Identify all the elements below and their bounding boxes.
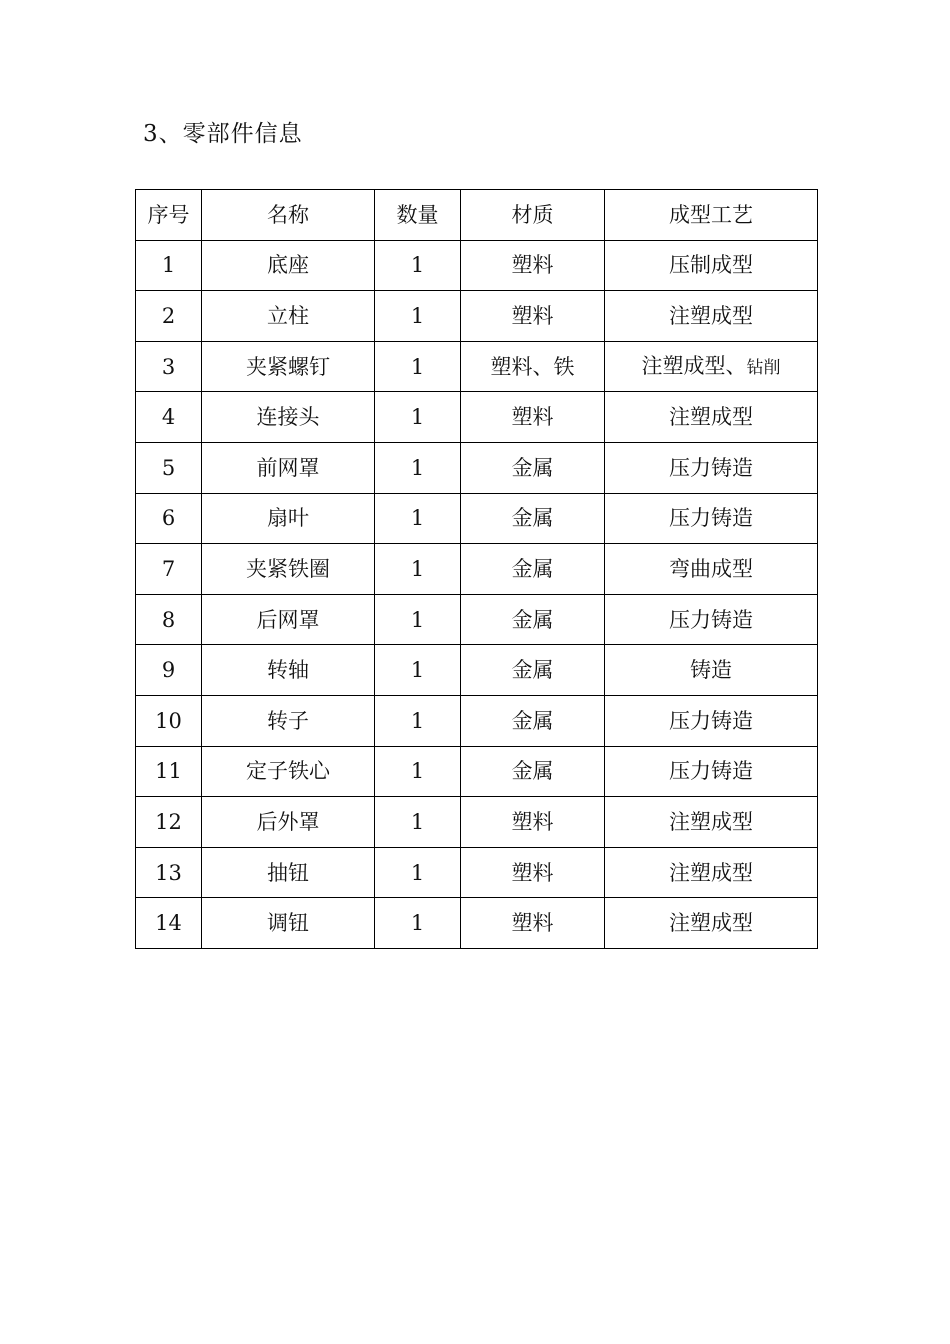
cell-name: 立柱 bbox=[202, 291, 375, 342]
cell-no: 3 bbox=[136, 341, 202, 392]
cell-process bbox=[605, 898, 818, 949]
cell-process bbox=[605, 240, 818, 291]
process-text: 注塑成型 bbox=[669, 809, 753, 834]
cell-material: 塑料 bbox=[461, 847, 605, 898]
cell-qty: 1 bbox=[375, 544, 461, 595]
cell-material: 金属 bbox=[461, 442, 605, 493]
cell-no: 12 bbox=[136, 797, 202, 848]
cell-name: 转子 bbox=[202, 695, 375, 746]
cell-material: 金属 bbox=[461, 594, 605, 645]
process-text: 压力铸造 bbox=[669, 708, 753, 733]
cell-material: 塑料 bbox=[461, 392, 605, 443]
process-text: 铸造 bbox=[690, 658, 732, 683]
table-row bbox=[136, 898, 818, 949]
cell-material: 塑料 bbox=[461, 797, 605, 848]
cell-material: 塑料、铁 bbox=[461, 341, 605, 392]
cell-name: 夹紧铁圈 bbox=[202, 544, 375, 595]
cell-qty: 1 bbox=[375, 847, 461, 898]
header-process: 成型工艺 bbox=[605, 190, 818, 241]
cell-process bbox=[605, 493, 818, 544]
cell-name: 定子铁心 bbox=[202, 746, 375, 797]
section-heading: 3、零部件信息 bbox=[143, 121, 303, 147]
cell-no: 9 bbox=[136, 645, 202, 696]
table-row bbox=[136, 645, 818, 696]
cell-material: 塑料 bbox=[461, 898, 605, 949]
cell-qty: 1 bbox=[375, 392, 461, 443]
cell-no: 2 bbox=[136, 291, 202, 342]
cell-qty: 1 bbox=[375, 493, 461, 544]
cell-process bbox=[605, 442, 818, 493]
parts-table-header bbox=[136, 190, 818, 241]
cell-process bbox=[605, 746, 818, 797]
table-row bbox=[136, 341, 818, 392]
cell-name: 抽钮 bbox=[202, 847, 375, 898]
table-row bbox=[136, 392, 818, 443]
cell-no: 11 bbox=[136, 746, 202, 797]
cell-process bbox=[605, 392, 818, 443]
process-text: 注塑成型 bbox=[669, 303, 753, 328]
process-text: 压力铸造 bbox=[669, 506, 753, 531]
header-qty: 数量 bbox=[375, 190, 461, 241]
cell-name: 夹紧螺钉 bbox=[202, 341, 375, 392]
cell-process bbox=[605, 544, 818, 595]
cell-material: 金属 bbox=[461, 645, 605, 696]
table-row bbox=[136, 695, 818, 746]
process-text: 压制成型 bbox=[669, 253, 753, 278]
cell-no: 14 bbox=[136, 898, 202, 949]
cell-process bbox=[605, 645, 818, 696]
cell-material: 金属 bbox=[461, 746, 605, 797]
table-row bbox=[136, 493, 818, 544]
cell-process bbox=[605, 291, 818, 342]
header-row bbox=[136, 190, 818, 241]
process-extra-text: 钻削 bbox=[746, 357, 781, 378]
cell-qty: 1 bbox=[375, 695, 461, 746]
process-text: 压力铸造 bbox=[669, 607, 753, 632]
cell-no: 13 bbox=[136, 847, 202, 898]
cell-qty: 1 bbox=[375, 797, 461, 848]
cell-name: 连接头 bbox=[202, 392, 375, 443]
process-text: 压力铸造 bbox=[669, 455, 753, 480]
cell-no: 10 bbox=[136, 695, 202, 746]
cell-qty: 1 bbox=[375, 442, 461, 493]
table-row bbox=[136, 240, 818, 291]
cell-material: 塑料 bbox=[461, 291, 605, 342]
cell-process bbox=[605, 594, 818, 645]
cell-material: 金属 bbox=[461, 493, 605, 544]
cell-process bbox=[605, 797, 818, 848]
cell-name: 转轴 bbox=[202, 645, 375, 696]
header-material: 材质 bbox=[461, 190, 605, 241]
cell-qty: 1 bbox=[375, 594, 461, 645]
table-row bbox=[136, 594, 818, 645]
cell-no: 7 bbox=[136, 544, 202, 595]
cell-qty: 1 bbox=[375, 240, 461, 291]
cell-name: 底座 bbox=[202, 240, 375, 291]
cell-no: 4 bbox=[136, 392, 202, 443]
parts-table-body bbox=[136, 240, 818, 948]
header-no: 序号 bbox=[136, 190, 202, 241]
cell-process bbox=[605, 847, 818, 898]
process-text: 注塑成型 bbox=[669, 911, 753, 936]
cell-name: 调钮 bbox=[202, 898, 375, 949]
table-row bbox=[136, 544, 818, 595]
process-text: 注塑成型 bbox=[669, 860, 753, 885]
cell-qty: 1 bbox=[375, 746, 461, 797]
cell-material: 塑料 bbox=[461, 240, 605, 291]
cell-name: 前网罩 bbox=[202, 442, 375, 493]
cell-process bbox=[605, 695, 818, 746]
cell-material: 金属 bbox=[461, 544, 605, 595]
header-name: 名称 bbox=[202, 190, 375, 241]
cell-qty: 1 bbox=[375, 645, 461, 696]
cell-no: 6 bbox=[136, 493, 202, 544]
cell-qty: 1 bbox=[375, 291, 461, 342]
cell-qty: 1 bbox=[375, 341, 461, 392]
cell-name: 扇叶 bbox=[202, 493, 375, 544]
table-row bbox=[136, 847, 818, 898]
cell-name: 后网罩 bbox=[202, 594, 375, 645]
parts-table bbox=[135, 189, 818, 949]
cell-process bbox=[605, 341, 818, 392]
cell-qty: 1 bbox=[375, 898, 461, 949]
cell-no: 5 bbox=[136, 442, 202, 493]
table-row bbox=[136, 797, 818, 848]
process-text: 弯曲成型 bbox=[669, 556, 753, 581]
process-text: 注塑成型 bbox=[669, 405, 753, 430]
process-text: 注塑成型、 bbox=[641, 353, 747, 378]
cell-material: 金属 bbox=[461, 695, 605, 746]
cell-no: 1 bbox=[136, 240, 202, 291]
table-row bbox=[136, 442, 818, 493]
table-row bbox=[136, 746, 818, 797]
process-text: 压力铸造 bbox=[669, 759, 753, 784]
cell-name: 后外罩 bbox=[202, 797, 375, 848]
cell-no: 8 bbox=[136, 594, 202, 645]
table-row bbox=[136, 291, 818, 342]
